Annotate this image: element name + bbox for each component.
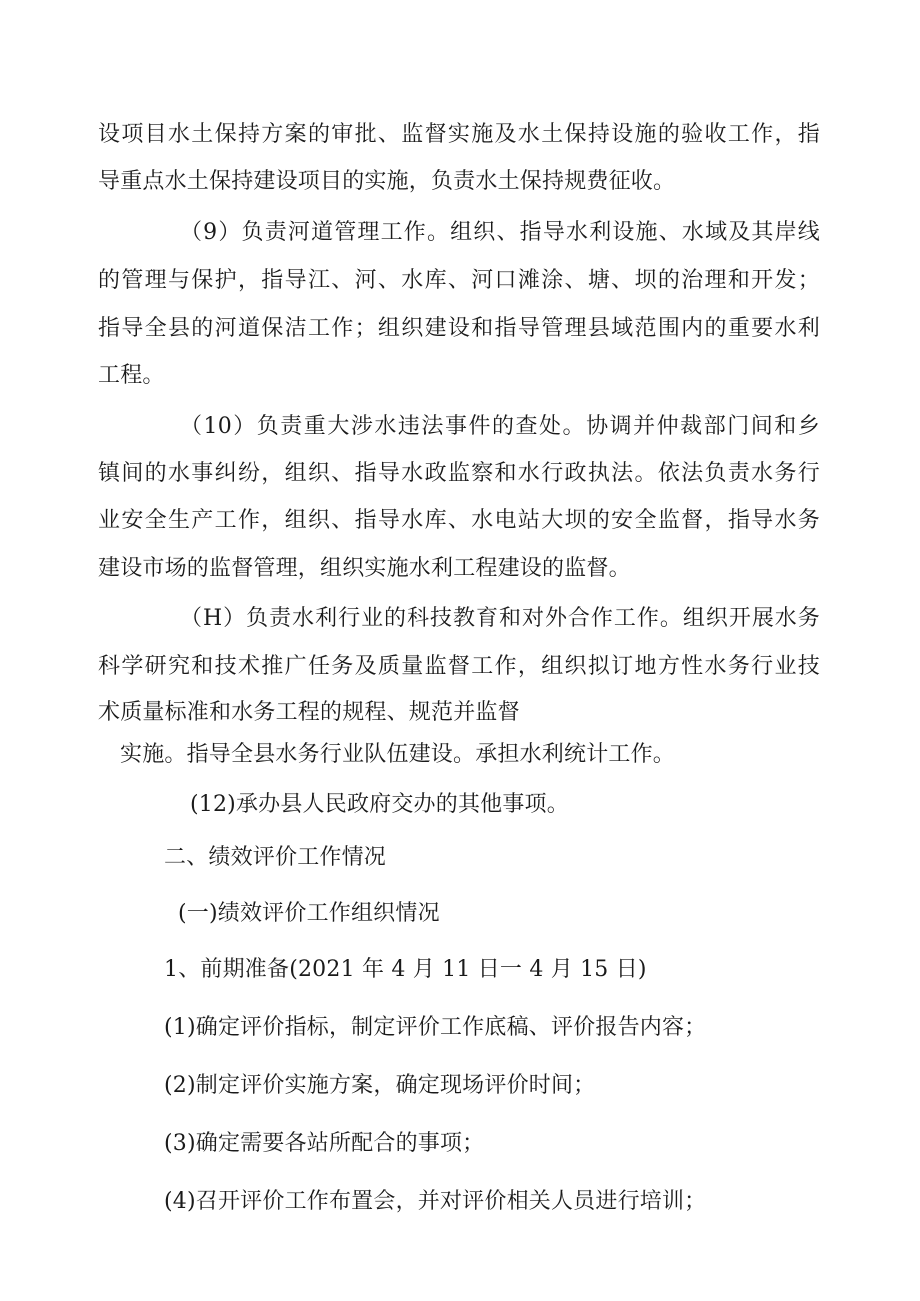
paragraph-line: (12)承办县人民政府交办的其他事项。	[190, 792, 569, 817]
list-item: (1)确定评价指标，制定评价工作底稿、评价报告内容；	[164, 1015, 707, 1040]
paragraph-line: 镇间的水事纠纷，组织、指导水政监察和水行政执法。依法负责水务行	[98, 461, 820, 486]
paragraph-line: （H）负责水利行业的科技教育和对外合作工作。组织开展水务	[180, 606, 820, 631]
paragraph-line: 的管理与保护，指导江、河、水库、河口滩涂、塘、坝的治理和开发；	[98, 268, 820, 293]
list-item: (4)召开评价工作布置会，并对评价相关人员进行培训；	[164, 1189, 707, 1214]
paragraph-line: 指导全县的河道保洁工作；组织建设和指导管理县域范围内的重要水利	[98, 316, 820, 341]
section-heading: 二、绩效评价工作情况	[164, 845, 387, 870]
paragraph-line: 设项目水土保持方案的审批、监督实施及水土保持设施的验收工作，指	[98, 122, 820, 147]
paragraph-line: （9）负责河道管理工作。组织、指导水利设施、水域及其岸线	[180, 220, 820, 245]
paragraph-line: 术质量标准和水务工程的规程、规范并监督	[98, 700, 520, 725]
paragraph-line: 业安全生产工作，组织、指导水库、水电站大坝的安全监督，指导水务	[98, 508, 820, 533]
step-heading: 1、前期准备(2021 年 4 月 11 日一 4 月 15 日)	[164, 957, 647, 982]
paragraph-line: 科学研究和技术推广任务及质量监督工作，组织拟订地方性水务行业技	[98, 654, 820, 679]
paragraph-line: 导重点水土保持建设项目的实施，负责水土保持规费征收。	[98, 169, 676, 194]
paragraph-line: 建设市场的监督管理，组织实施水利工程建设的监督。	[98, 556, 631, 581]
subsection-heading: (一)绩效评价工作组织情况	[178, 901, 440, 926]
list-item: (3)确定需要各站所配合的事项；	[164, 1131, 485, 1156]
list-item: (2)制定评价实施方案，确定现场评价时间；	[164, 1073, 596, 1098]
paragraph-line: 工程。	[98, 363, 165, 388]
paragraph-line: 实施。指导全县水务行业队伍建设。承担水利统计工作。	[120, 742, 676, 767]
paragraph-line: （10）负责重大涉水违法事件的查处。协调并仲裁部门间和乡	[180, 414, 820, 439]
